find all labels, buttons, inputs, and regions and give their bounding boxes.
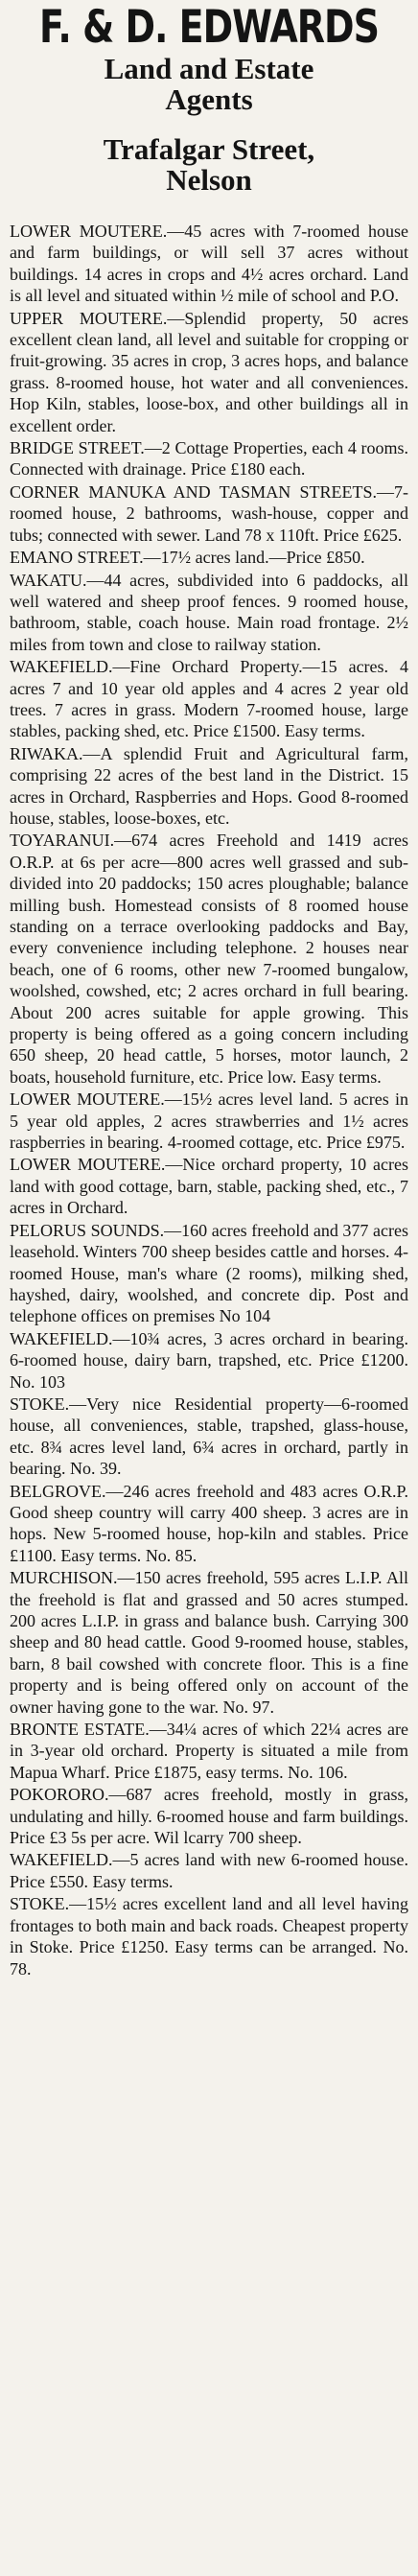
listing-reference: No. 85. xyxy=(145,1545,197,1565)
listing-emano-street xyxy=(10,547,408,568)
listing-reference: No. 103 xyxy=(10,1371,65,1392)
listing-stoke-2 xyxy=(10,1893,408,1979)
listing-reference: No. 97. xyxy=(222,1697,274,1717)
listing-bridge-street xyxy=(10,437,408,480)
listing-text: EMANO STREET.—17½ acres land.—Price £850. xyxy=(10,548,365,568)
listing-murchison xyxy=(10,1567,408,1718)
listing-text: POKORORO.—687 acres freehold, mostly in grass, undulating and hilly. 6-roomed house and farm buildings. Price £3 5s per acre. Wil lcarry 700 sheep. xyxy=(10,1785,408,1848)
listing-reference: No 104 xyxy=(219,1306,271,1326)
listing-lower-moutere-2 xyxy=(10,1089,408,1153)
property-listings xyxy=(10,221,408,1979)
listing-text: TOYARANUI.—674 acres Freehold and 1419 acres O.R.P. at 6s per acre—800 acres well grassed and sub-divided into 20 paddocks; 150 acres ploughable; balance milling bush. Homestead consists of 8 roomed house standing on a terrace overlooking paddocks and Bay, every convenience including telephone. 2 houses near beach, one of 6 rooms, other new 7-roomed bungalow, woolshed, cowshed, etc; 2 acres orchard in full bearing. About 200 acres suitable for apple growing. This property is being offered as a going concern including 650 sheep, 20 head cattle, 5 horses, motor launch, 2 boats, household furniture, etc. Price low. Easy terms. xyxy=(10,831,408,1087)
listing-text: STOKE.—15½ acres excellent land and all level having frontages to both main and back roads. Cheapest property in Stoke. Price £1250. Easy terms can be arranged. xyxy=(10,1894,408,1957)
listing-bronte-estate xyxy=(10,1719,408,1783)
listing-reference: No. 39. xyxy=(69,1459,122,1479)
listing-pokororo xyxy=(10,1784,408,1848)
listing-lower-moutere-1 xyxy=(10,221,408,307)
listing-text: STOKE.—Very nice Residential property—6-roomed house, all conveniences, stable, trapshed, glass-house, etc. 8¾ acres level land, 6¾ acres in orchard, partly in bearing. xyxy=(10,1393,408,1479)
listing-text: PELORUS SOUNDS.—160 acres freehold and 377 acres leasehold. Winters 700 sheep besides cattle and horses. 4-roomed House, man's whare (2 rooms), milking shed, hayshed, dairy, woolshed, and concrete dip. Post and telephone offices on premises xyxy=(10,1220,408,1326)
listing-text: LOWER MOUTERE.—Nice orchard property, 10 acres land with good cottage, barn, stable, packing shed, etc., 7 acres in Orchard. xyxy=(10,1155,408,1218)
listing-text: RIWAKA.—A splendid Fruit and Agricultural farm, comprising 22 acres of the best land in the District. 15 acres in Orchard, Raspberries and Hops. Good 8-roomed house, stables, loose-boxes, etc. xyxy=(10,743,408,828)
listing-text: BELGROVE.—246 acres freehold and 483 acres O.R.P. Good sheep country will carry 400 sheep. 3 acres are in hops. New 5-roomed house, hop-kiln and stables. Price £1100. Easy terms. xyxy=(10,1481,408,1565)
listing-text: BRIDGE STREET.—2 Cottage Properties, each 4 rooms. Connected with drainage. Price £180 each. xyxy=(10,438,408,480)
listing-pelorus-sounds xyxy=(10,1220,408,1327)
listing-upper-moutere xyxy=(10,308,408,436)
listing-text: LOWER MOUTERE.—15½ acres level land. 5 acres in 5 year old apples, 2 acres strawberries and 1½ acres raspberries in bearing. 4-roomed cottage, etc. Price £975. xyxy=(10,1089,408,1153)
firm-name: F. & D. EDWARDS xyxy=(39,0,379,53)
listing-text: WAKATU.—44 acres, subdivided into 6 paddocks, all well watered and sheep proof fences. 9 roomed house, bathroom, stable, coach house. Main road frontage. 2½ miles from town and close to railway station. xyxy=(10,570,408,654)
listing-riwaka xyxy=(10,743,408,830)
listing-text: LOWER MOUTERE.—45 acres with 7-roomed house and farm buildings, or will sell 37 acres without buildings. 14 acres in crops and 4½ acres orchard. Land is all level and situated within ½ mile of school and P.O. xyxy=(10,222,408,306)
listing-text: WAKEFIELD.—5 acres land with new 6-roomed house. Price £550. Easy terms. xyxy=(10,1850,408,1891)
listing-text: UPPER MOUTERE.—Splendid property, 50 acres excellent clean land, all level and suitable for cropping or fruit-growing. 35 acres in crop, 3 acres hops, and balance grass. 8-roomed house, hot water and all conveniences. Hop Kiln, stables, loose-box, and other buildings all in excellent order. xyxy=(10,308,408,435)
listing-reference: No. 106. xyxy=(288,1762,348,1782)
firm-description-line-1: Land and Estate xyxy=(104,52,314,85)
listing-text: WAKEFIELD.—Fine Orchard Property.—15 acres. 4 acres 7 and 10 year old apples and 4 acres 2 year old trees. 7 acres in grass. Modern 7-roomed house, large stables, packing shed, etc. Price £1500. Easy terms. xyxy=(10,657,408,741)
listing-text: CORNER MANUKA AND TASMAN STREETS.—7-roomed house, 2 bathrooms, wash-house, copper and tubs; connected with sewer. Land 78 x 110ft. Price £625. xyxy=(10,481,408,545)
listing-wakefield-2 xyxy=(10,1328,408,1393)
listing-toyaranui xyxy=(10,830,408,1088)
address-line-1: Trafalgar Street, xyxy=(103,132,315,166)
listing-text: MURCHISON.—150 acres freehold, 595 acres L.I.P. All the freehold is flat and grassed and 50 acres stumped. 200 acres L.I.P. in grass and balance bush. Carrying 300 sheep and 80 head cattle. Good 9-roomed house, stables, barn, 8 bail cowshed with concrete floor. This is a fine property and is being offered only on account of the owner having gone to the war. xyxy=(10,1568,408,1717)
listing-text: BRONTE ESTATE.—34¼ acres of which 22¼ acres are in 3-year old orchard. Property is situated a mile from Mapua Wharf. Price £1875, easy terms. xyxy=(10,1720,408,1782)
listing-belgrove xyxy=(10,1481,408,1567)
listing-wakatu xyxy=(10,570,408,656)
listing-text: WAKEFIELD.—10¾ acres, 3 acres orchard in bearing. 6-roomed house, dairy barn, trapshed, etc. Price £1200. xyxy=(10,1328,408,1370)
listing-reference: No. 78. xyxy=(10,1937,409,1979)
listing-lower-moutere-3 xyxy=(10,1154,408,1218)
firm-description-line-2: Agents xyxy=(165,82,253,116)
listing-manuka-tasman xyxy=(10,481,408,546)
listing-wakefield-3 xyxy=(10,1849,408,1892)
address-line-2: Nelson xyxy=(166,163,252,197)
listing-stoke-1 xyxy=(10,1393,408,1480)
listing-wakefield-orchard xyxy=(10,656,408,742)
